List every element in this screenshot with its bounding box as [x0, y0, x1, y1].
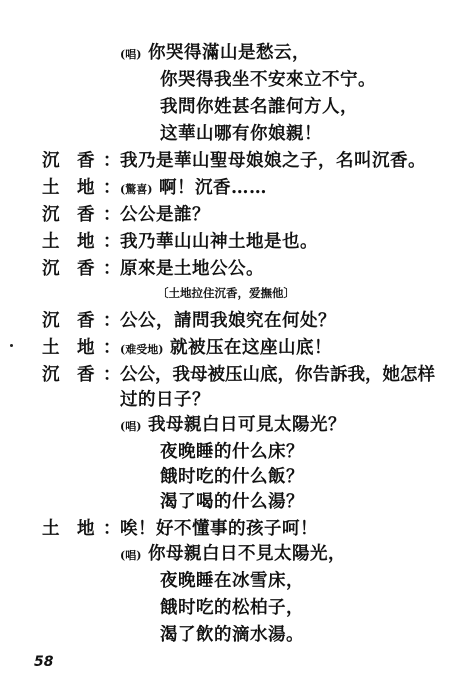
dialogue-text: 原來是土地公公。 [120, 259, 264, 279]
lyric-text: 渴了喝的什么湯？ [160, 492, 304, 512]
colon: ： [103, 311, 121, 331]
dialogue-text: 唉！好不懂事的孩子呵！ [120, 519, 318, 539]
lyric-line [160, 624, 304, 646]
dialogue-text: 啊！沉香…… [159, 178, 268, 198]
colon: ： [103, 365, 121, 385]
lyric-text: 你母親白日不見太陽光， [148, 544, 347, 564]
lyric-line [160, 123, 322, 145]
colon: ： [103, 205, 121, 225]
dialogue-line [120, 231, 318, 253]
lyric-text: 你哭得滿山是愁云， [148, 43, 311, 63]
lyric-line [160, 441, 304, 463]
lyric-line [120, 543, 346, 567]
speaker-name: 沉 香 [42, 259, 95, 279]
colon: ： [103, 151, 121, 171]
speaker-name: 沉 香 [42, 365, 95, 385]
margin-dot [10, 344, 13, 347]
dialogue-line [120, 150, 426, 172]
lyric-text: 我母親白日可見太陽光？ [148, 415, 347, 435]
lyric-text: 夜晚睡在冰雪床， [160, 571, 304, 591]
lyric-text: 这華山哪有你娘親！ [160, 124, 322, 144]
speaker-name: 沉 香 [42, 311, 95, 331]
speaker-name: 沉 香 [42, 151, 95, 171]
speaker-name: 土 地 [42, 232, 95, 252]
colon: ： [103, 338, 121, 358]
page-number: 58 [34, 654, 54, 670]
lyric-line [160, 96, 358, 118]
colon: ： [103, 259, 121, 279]
stage-direction: 〔土地拉住沉香，爱撫他〕 [157, 286, 295, 300]
lyric-line [160, 491, 304, 513]
dialogue-text: 公公，請問我娘究在何处？ [120, 311, 336, 331]
lyric-text: 夜晚睡的什么床？ [160, 442, 304, 462]
colon: ： [103, 232, 121, 252]
dialogue-line [120, 310, 336, 332]
dialogue-text: 公公是誰？ [120, 205, 210, 225]
lyric-line [120, 414, 346, 438]
dialogue-text: 我乃是華山聖母娘娘之子，名叫沉香。 [120, 151, 426, 171]
dialogue-line [120, 364, 435, 386]
speaker-name: 土 地 [42, 178, 95, 198]
lyric-text: 餓时吃的什么飯？ [160, 467, 304, 487]
lyric-line [160, 466, 304, 488]
dialogue-line [120, 337, 332, 361]
speaker-name: 土 地 [42, 338, 95, 358]
lyric-line [160, 597, 304, 619]
dialogue-text: 过的日子？ [120, 390, 210, 410]
stage-direction: (唱) [120, 549, 142, 562]
lyric-line [160, 69, 376, 91]
dialogue-line [120, 258, 264, 280]
dialogue-line [120, 204, 210, 226]
lyric-text: 我問你姓甚名誰何方人， [160, 97, 358, 117]
dialogue-line [120, 518, 318, 540]
lyric-text: 你哭得我坐不安來立不宁。 [160, 70, 376, 90]
dialogue-line [120, 177, 267, 201]
speaker-name: 沉 香 [42, 205, 95, 225]
stage-direction: (唱) [120, 420, 142, 433]
stage-direction: (难受地) [120, 343, 164, 356]
dialogue-text: 公公，我母被压山底，你告訴我，她怎样 [120, 365, 435, 385]
lyric-line [120, 42, 310, 66]
stage-direction: (唱) [120, 48, 142, 61]
colon: ： [103, 519, 121, 539]
speaker-name: 土 地 [42, 519, 95, 539]
dialogue-line [120, 389, 210, 411]
stage-direction: (驚喜) [120, 183, 153, 196]
lyric-line [160, 570, 304, 592]
lyric-text: 餓时吃的松柏子， [160, 598, 304, 618]
lyric-text: 渴了飲的滴水湯。 [160, 625, 304, 645]
colon: ： [103, 178, 121, 198]
dialogue-text: 我乃華山山神土地是也。 [120, 232, 318, 252]
dialogue-text: 就被压在这座山底！ [170, 338, 333, 358]
